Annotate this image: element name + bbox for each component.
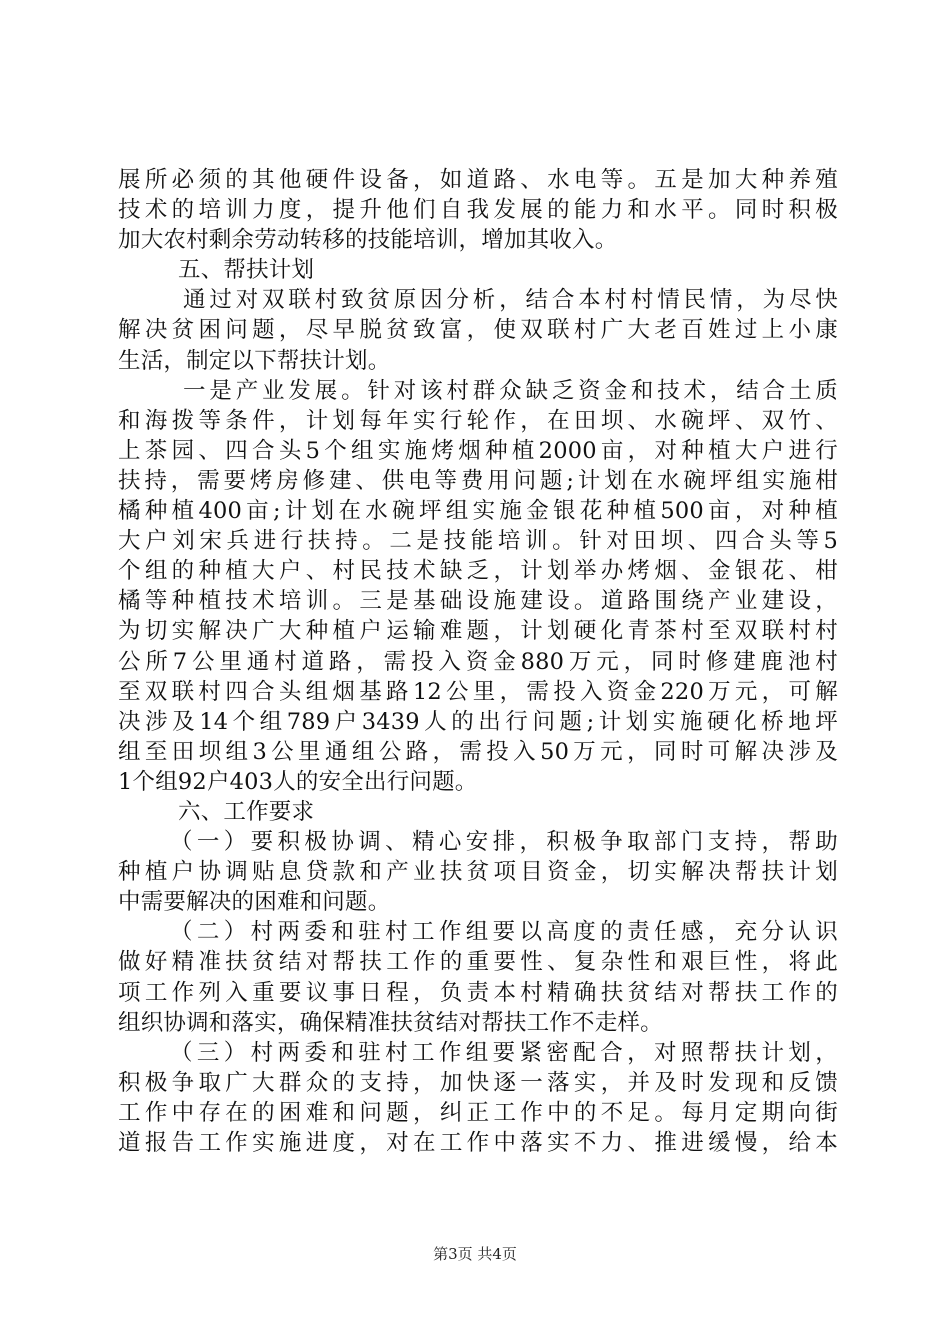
text-line: 扶持，需要烤房修建、供电等费用问题;计划在水碗坪组实施柑 [118,467,838,494]
text-line: （三）村两委和驻村工作组要紧密配合，对照帮扶计划， [170,1039,838,1066]
document-body [118,165,838,1158]
text-line: （二）村两委和驻村工作组要以高度的责任感，充分认识 [170,919,838,946]
text-line: 种植户协调贴息贷款和产业扶贫项目资金，切实解决帮扶计划 [118,859,838,886]
text-line: 决涉及14个组789户3439人的出行问题;计划实施硬化桥地坪 [118,708,838,735]
text-line: 和海拨等条件，计划每年实行轮作，在田坝、水碗坪、双竹、 [118,407,838,434]
page-footer: 第3页 共4页 [433,1245,517,1263]
text-line: 展所必须的其他硬件设备，如道路、水电等。五是加大种养殖 [118,167,838,193]
text-line: 至双联村四合头组烟基路12公里，需投入资金220万元，可解 [118,678,838,705]
section-heading: 六、工作要求 [178,798,315,825]
text-line: 中需要解决的困难和问题。 [118,889,391,916]
text-line: 加大农村剩余劳动转移的技能培训，增加其收入。 [118,227,618,254]
text-line: 通过对双联村致贫原因分析，结合本村村情民情，为尽快 [183,287,838,314]
text-line: 组至田坝组3公里通组公路，需投入50万元，同时可解决涉及 [118,738,838,765]
text-line: 大户刘宋兵进行扶持。二是技能培训。针对田坝、四合头等5 [118,528,838,555]
text-line: 做好精准扶贫结对帮扶工作的重要性、复杂性和艰巨性，将此 [118,949,838,976]
text-line: 一是产业发展。针对该村群众缺乏资金和技术，结合土质 [183,377,838,404]
text-line: 积极争取广大群众的支持，加快逐一落实，并及时发现和反馈 [118,1069,838,1096]
section-heading: 五、帮扶计划 [178,257,315,284]
text-line: 生活，制定以下帮扶计划。 [118,347,391,374]
text-line: 道报告工作实施进度，对在工作中落实不力、推进缓慢，给本 [118,1130,838,1156]
text-line: 个组的种植大户、村民技术缺乏，计划举办烤烟、金银花、柑 [118,558,838,585]
text-line: （一）要积极协调、精心安排，积极争取部门支持，帮助 [170,829,838,856]
text-line: 橘种植400亩;计划在水碗坪组实施金银花种植500亩，对种植 [118,498,838,525]
text-line: 上茶园、四合头5个组实施烤烟种植2000亩，对种植大户进行 [118,437,838,464]
text-line: 橘等种植技术培训。三是基础设施建设。道路围绕产业建设， [118,588,838,615]
text-line: 为切实解决广大种植户运输难题，计划硬化青茶村至双联村村 [118,618,838,645]
text-line: 技术的培训力度，提升他们自我发展的能力和水平。同时积极 [118,197,838,224]
text-line: 组织协调和落实，确保精准扶贫结对帮扶工作不走样。 [118,1009,663,1036]
text-line: 项工作列入重要议事日程，负责本村精确扶贫结对帮扶工作的 [118,979,838,1006]
text-line: 解决贫困问题，尽早脱贫致富，使双联村广大老百姓过上小康 [118,317,838,344]
text-line: 1个组92户403人的安全出行问题。 [118,768,478,795]
text-line: 公所7公里通村道路，需投入资金880万元，同时修建鹿池村 [118,648,838,675]
text-line: 工作中存在的困难和问题，纠正工作中的不足。每月定期向街 [118,1099,838,1126]
